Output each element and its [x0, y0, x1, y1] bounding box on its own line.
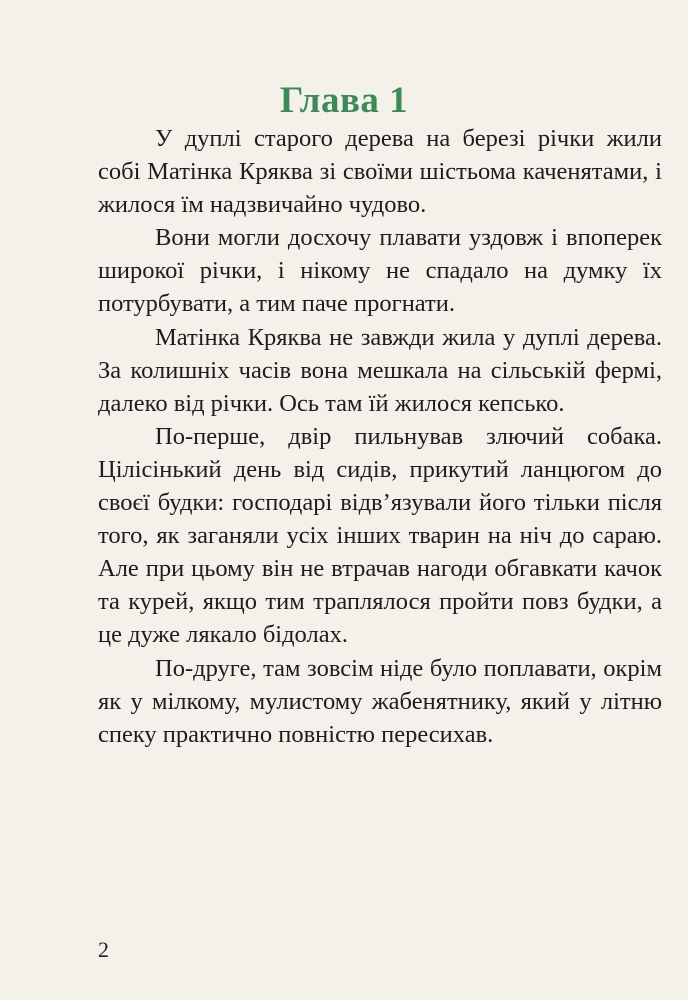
- paragraph-5: По-друге, там зовсім ніде було поплавати, окрім як у мілкому, мулистому жабенятнику, який у літню спеку практично повністю пересихав.: [98, 654, 662, 748]
- page-number: 2: [98, 937, 109, 962]
- paragraph-3: Матінка Кряква не завжди жила у дуплі дерева. За колишніх часів вона мешкала на сільській фермі, далеко від річки. Ось там їй жилося кепсько.: [98, 323, 662, 417]
- body-text: [98, 122, 662, 751]
- chapter-title: Глава 1: [279, 79, 409, 121]
- paragraph-1: У дуплі старого дерева на березі річки жили собі Матінка Кряква зі своїми шістьома каченятами, і жилося їм надзвичайно чудово.: [98, 125, 662, 219]
- paragraph-2: Вони могли досхочу плавати уздовж і впоперек широкої річки, і нікому не спадало на думку їх потурбувати, а тим паче прогнати.: [98, 224, 662, 318]
- paragraph-4: По-перше, двір пильнував злючий собака. Цілісінький день від сидів, прикутий ланцюгом до своєї будки: господарі відв’язували його тільки після того, як заганяли усіх інших тварин на ніч до сараю. Але при цьому він не втрачав нагоди обгавкати качок та курей, якщо тим траплялося пройти повз будки, а це дуже лякало бідолах.: [98, 422, 662, 649]
